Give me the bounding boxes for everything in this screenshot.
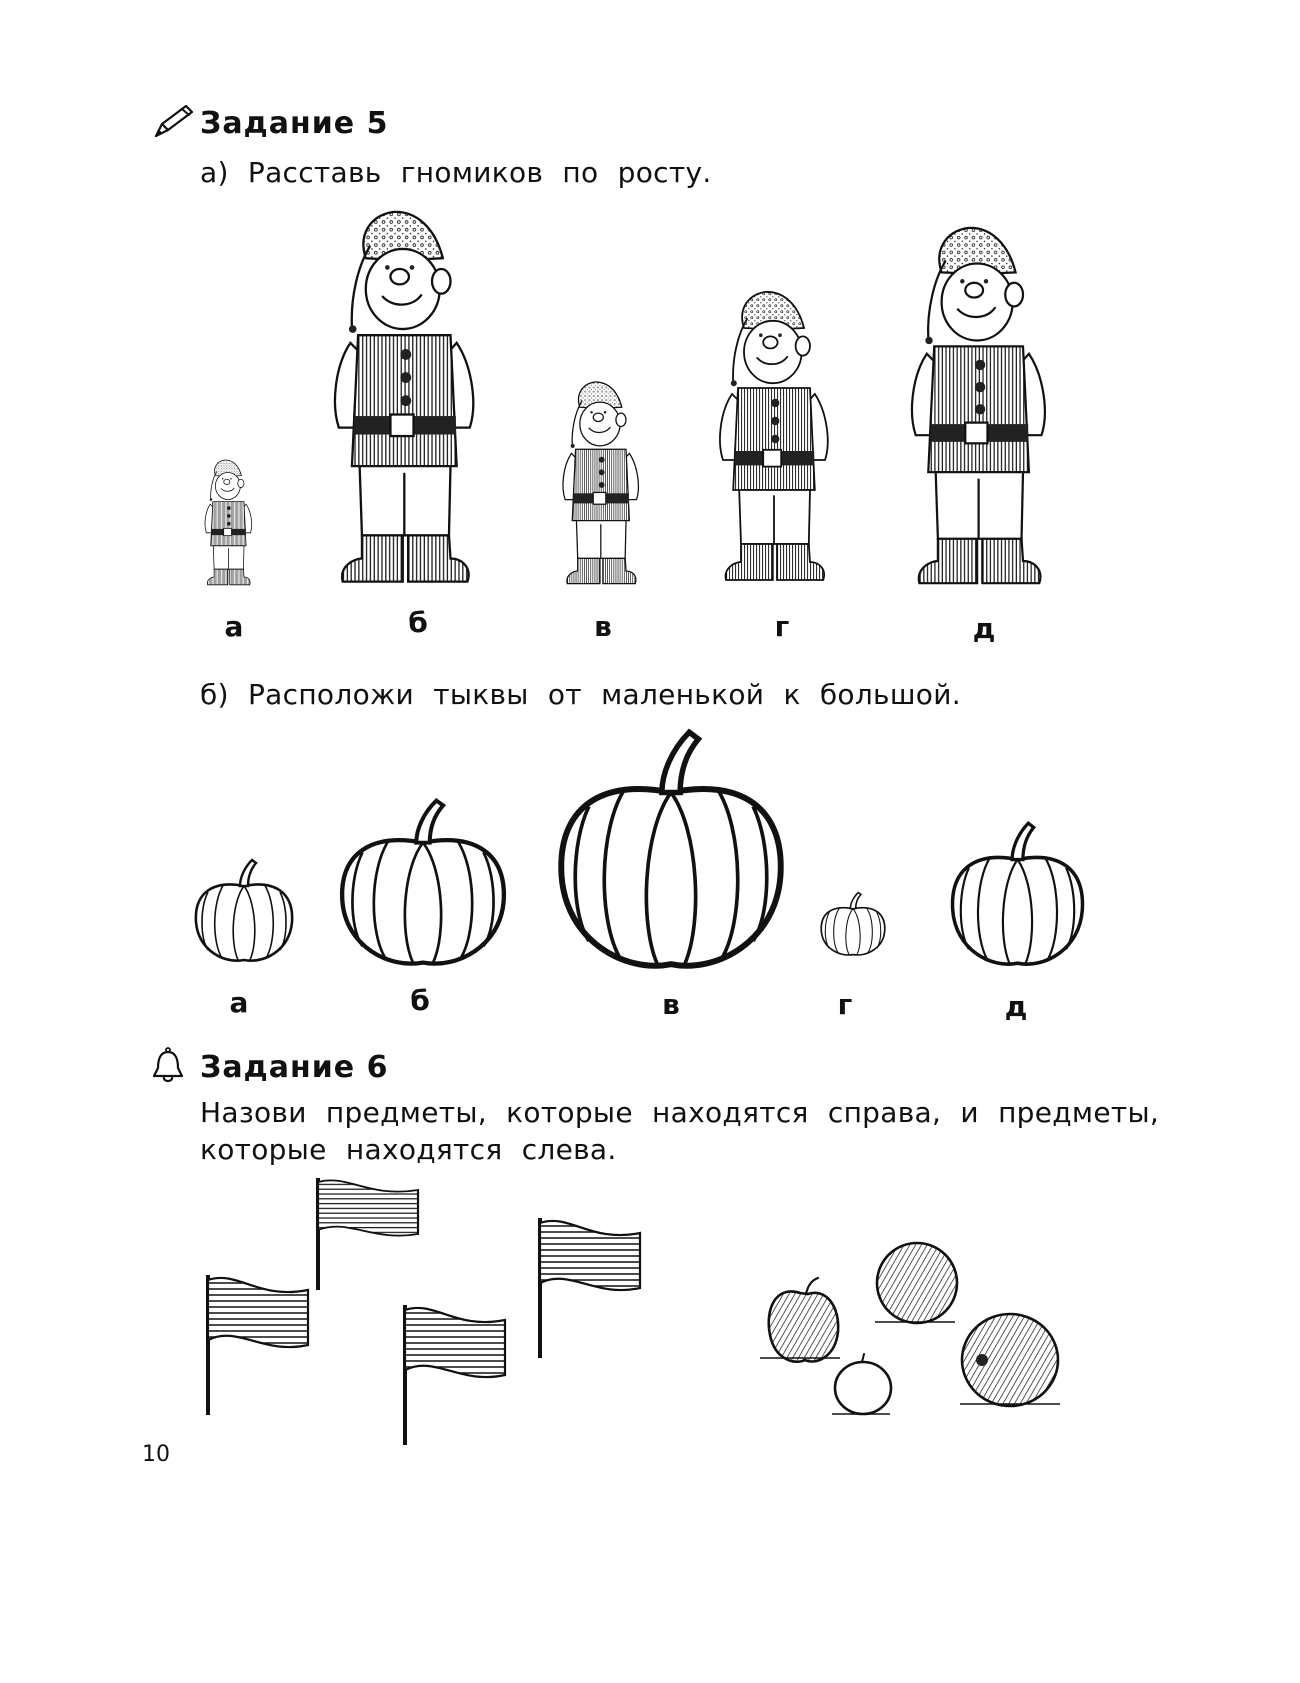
pumpkin-label-v: в <box>662 988 680 1021</box>
task6-title: Задание 6 <box>200 1050 389 1085</box>
gnome-label-a: а <box>224 610 244 643</box>
apple-3 <box>832 1354 891 1414</box>
pumpkin-label-b: б <box>410 984 430 1017</box>
apple-1 <box>760 1278 840 1362</box>
gnome-label-d: д <box>972 612 996 645</box>
apple-2 <box>875 1243 957 1323</box>
task5-part-b-instruction: б) Расположи тыквы от маленькой к большой. <box>200 678 961 711</box>
task5-part-a-instruction: а) Расставь гномиков по росту. <box>200 156 712 189</box>
page-number: 10 <box>142 1442 170 1467</box>
gnome-label-b: б <box>408 606 428 639</box>
pumpkin-label-d: д <box>1004 990 1028 1023</box>
pumpkin-label-a: а <box>229 986 249 1019</box>
pumpkin-label-g: г <box>837 988 853 1021</box>
gnome-label-v: в <box>594 610 612 643</box>
task6-instruction-line2: которые находятся слева. <box>200 1133 617 1166</box>
apple-4 <box>960 1314 1060 1406</box>
task6-instruction-line1: Назови предметы, которые находятся справа, и предметы, <box>200 1096 1160 1129</box>
task5-title: Задание 5 <box>200 106 389 141</box>
gnome-label-g: г <box>774 610 790 643</box>
